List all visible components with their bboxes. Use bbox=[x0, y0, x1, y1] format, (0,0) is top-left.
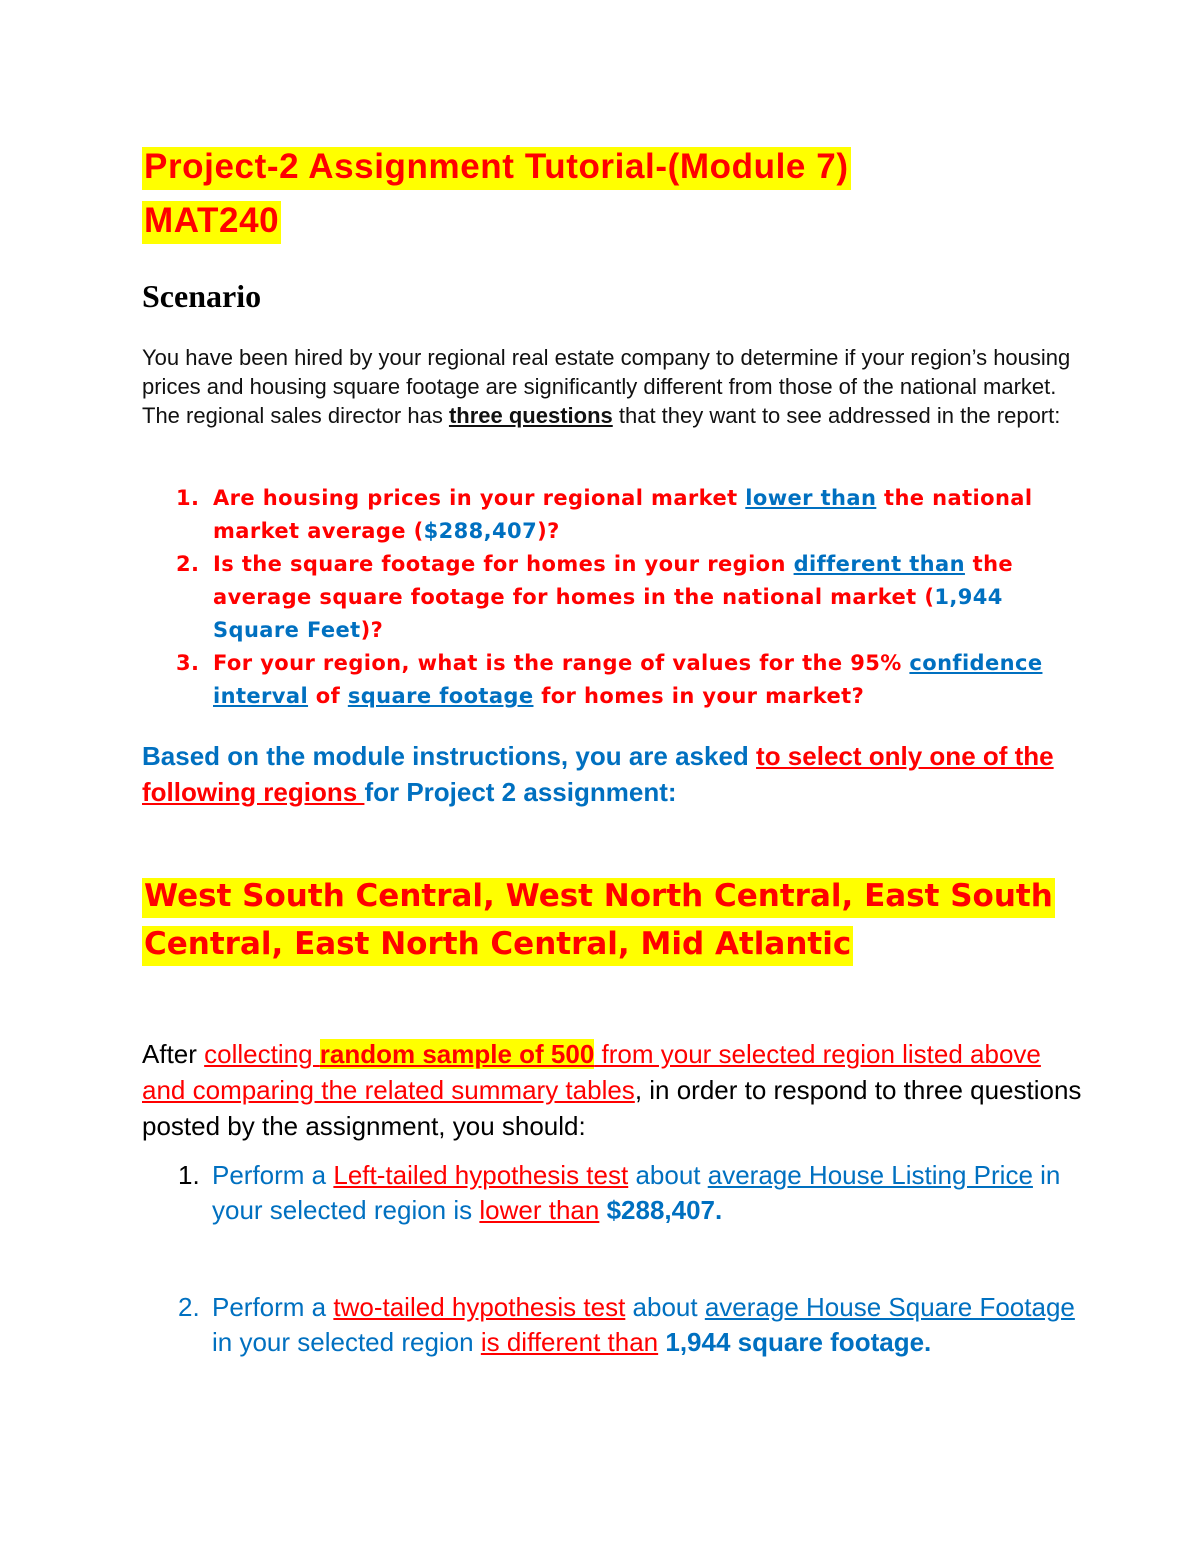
question-item bbox=[142, 482, 1082, 548]
question-text: Are housing prices in your regional market bbox=[213, 486, 746, 510]
questions-list bbox=[142, 482, 1082, 713]
title-line-2: MAT240 bbox=[142, 201, 281, 244]
steps-list bbox=[142, 1158, 1082, 1360]
intro-text-1: You have been hired by your regional real estate company to determine if your region’s housing prices and housing square footage are significantly different from those of the national market. The regional sales director has bbox=[142, 345, 1071, 428]
step-item bbox=[142, 1290, 1082, 1360]
after-emphasis-2: from your selected region listed above and comparing the related summary tables bbox=[142, 1039, 1041, 1105]
question-emphasis: different than bbox=[793, 552, 965, 576]
step-text: Perform a bbox=[212, 1160, 334, 1190]
question-value: $288,407 bbox=[423, 519, 538, 543]
scenario-heading: Scenario bbox=[142, 278, 262, 314]
instructions-paragraph bbox=[142, 738, 1082, 810]
question-text: )? bbox=[360, 618, 384, 642]
step-comparison: is different than bbox=[480, 1327, 659, 1357]
question-text: Is the square footage for homes in your region bbox=[213, 552, 794, 576]
question-number: 1. bbox=[176, 486, 200, 510]
regions-list bbox=[142, 872, 1102, 968]
question-text: the average square footage for homes in the national market ( bbox=[213, 552, 1014, 609]
question-emphasis: square footage bbox=[347, 684, 534, 708]
step-text: Perform a bbox=[212, 1292, 334, 1322]
question-text: )? bbox=[537, 519, 560, 543]
page-title bbox=[142, 140, 1102, 248]
step-value: $288,407. bbox=[606, 1195, 723, 1225]
step-number: 1. bbox=[178, 1160, 200, 1190]
step-test-type: two-tailed hypothesis test bbox=[333, 1292, 626, 1322]
step-text: about bbox=[625, 1292, 705, 1322]
question-number: 3. bbox=[176, 651, 200, 675]
question-emphasis: lower than bbox=[745, 486, 877, 510]
instructions-text-1: Based on the module instructions, you are asked bbox=[142, 741, 757, 771]
intro-text-2: that they want to see addressed in the report: bbox=[612, 403, 1061, 428]
step-text: in your selected region is bbox=[212, 1160, 1061, 1225]
step-comparison: lower than bbox=[479, 1195, 600, 1225]
step-text bbox=[599, 1195, 606, 1225]
step-item bbox=[142, 1158, 1082, 1228]
step-variable: average House Listing Price bbox=[707, 1160, 1033, 1190]
after-text-1: After bbox=[142, 1039, 205, 1069]
question-text: the national market average ( bbox=[213, 486, 1033, 543]
scenario-intro bbox=[142, 343, 1072, 430]
step-text: in your selected region bbox=[212, 1327, 481, 1357]
question-number: 2. bbox=[176, 552, 200, 576]
question-text: for homes in your market? bbox=[533, 684, 865, 708]
question-text: of bbox=[308, 684, 348, 708]
regions-line-1: West South Central, West North Central, East South bbox=[142, 878, 1055, 918]
question-emphasis: confidence interval bbox=[213, 651, 1043, 708]
after-emphasis-1: collecting bbox=[204, 1039, 320, 1069]
question-item bbox=[142, 548, 1082, 647]
question-value: 1,944 Square Feet bbox=[213, 585, 1003, 642]
step-text: about bbox=[628, 1160, 708, 1190]
after-highlight: random sample of 500 bbox=[319, 1039, 595, 1069]
intro-emphasis: three questions bbox=[448, 403, 613, 428]
step-number: 2. bbox=[178, 1292, 200, 1322]
title-line-1: Project-2 Assignment Tutorial-(Module 7) bbox=[142, 147, 851, 190]
question-item bbox=[142, 647, 1082, 713]
after-text-2: , in order to respond to three questions posted by the assignment, you should: bbox=[142, 1075, 1082, 1141]
after-paragraph bbox=[142, 1036, 1082, 1144]
step-variable: average House Square Footage bbox=[704, 1292, 1075, 1322]
instructions-text-2: for Project 2 assignment: bbox=[364, 777, 677, 807]
step-test-type: Left-tailed hypothesis test bbox=[333, 1160, 629, 1190]
regions-line-2: Central, East North Central, Mid Atlantic bbox=[142, 926, 853, 966]
question-text: For your region, what is the range of values for the 95% bbox=[213, 651, 910, 675]
instructions-emphasis: to select only one of the following regions bbox=[142, 741, 1054, 807]
step-value: 1,944 square footage. bbox=[665, 1327, 932, 1357]
